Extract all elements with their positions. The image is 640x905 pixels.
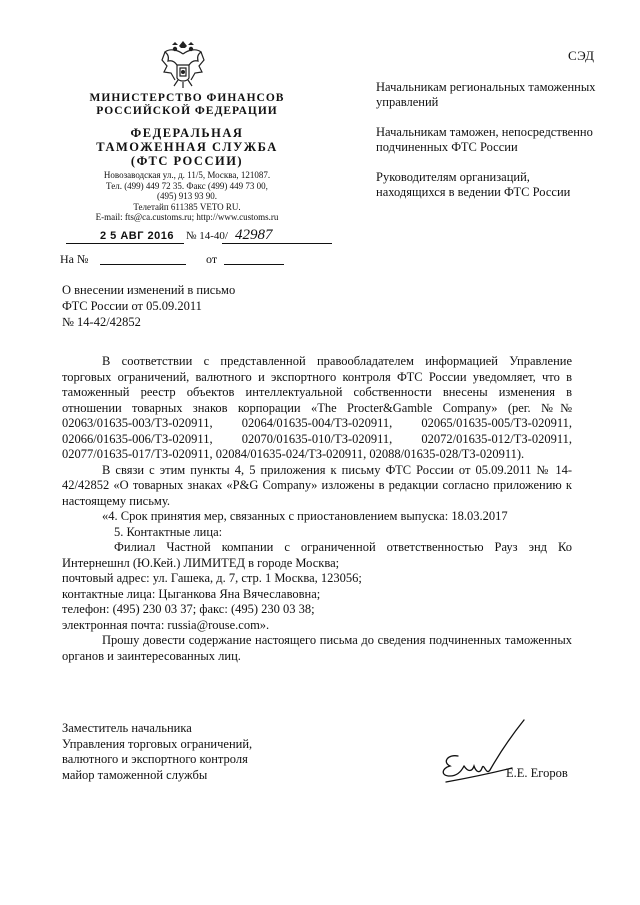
registration-number-label: № 14-40/: [186, 230, 228, 242]
body-paragraph: Прошу довести содержание настоящего письма до сведения подчиненных таможенных органов и заинтересованных лиц.: [62, 633, 572, 663]
signatory-name: Е.Е. Егоров: [506, 766, 568, 780]
body-paragraph: электронная почта: russia@rouse.com».: [62, 617, 270, 632]
body-paragraph: контактные лица: Цыганкова Яна Вячеславовна;: [62, 586, 321, 601]
number-underline: [222, 243, 332, 244]
state-emblem-icon: [160, 40, 206, 90]
reference-date-blank: [224, 264, 284, 265]
date-underline: [66, 243, 184, 244]
handwritten-signature: [428, 716, 538, 802]
registration-line: [60, 227, 310, 246]
reference-number-blank: [100, 264, 186, 265]
registration-date-stamp: 2 5 АВГ 2016: [100, 230, 174, 242]
ministry-name: МИНИСТЕРСТВО ФИНАНСОВ РОССИЙСКОЙ ФЕДЕРАЦИИ: [89, 92, 285, 117]
letter-body: [62, 354, 572, 664]
document-tag: СЭД: [568, 48, 595, 63]
reference-line: [60, 252, 310, 268]
body-paragraph: почтовый адрес: ул. Гашека, д. 7, стр. 1 Москва, 123056;: [62, 571, 362, 585]
addressee: Руководителям организаций, находящихся в ведении ФТС России: [376, 170, 571, 199]
body-paragraph: В соответствии с представленной правообладателем информацией Управление торговых ограничений, валютного и экспортного контроля ФТС России уведомляет, что в таможенный реестр объектов интеллектуальной собственности внесены изменения в отношении товарных знаков корпорации «The Procter&Gamble Company» (рег. №№ 02063/01635-003/ТЗ-020911, 02064/01635-004/ТЗ-020911, 02065/01635-005/ТЗ-020911, 02066/01635-006/ТЗ-020911, 02070/01635-010/ТЗ-020911, 02072/01635-012/ТЗ-020911, 02077/01635-017/ТЗ-020911, 02084/01635-024/ТЗ-020911, 02088/01635-028/ТЗ-020911).: [62, 354, 572, 461]
letter-subject: О внесении изменений в письмо ФТС России от 05.09.2011 № 14-42/42852: [62, 283, 236, 329]
body-paragraph: 5. Контактные лица:: [114, 524, 223, 539]
service-name: ФЕДЕРАЛЬНАЯ ТАМОЖЕННАЯ СЛУЖБА (ФТС РОССИИ): [96, 126, 278, 168]
addressee: Начальникам региональных таможенных управлений: [376, 80, 596, 109]
signatory-title: Заместитель начальника Управления торговых ограничений, валютного и экспортного контроля майор таможенной службы: [62, 721, 253, 782]
body-paragraph: телефон: (495) 230 03 37; факс: (495) 230 03 38;: [62, 602, 315, 616]
addressee: Начальникам таможен, непосредственно подчиненных ФТС России: [376, 125, 593, 154]
body-paragraph: В связи с этим пункты 4, 5 приложения к письму ФТС России от 05.09.2011 № 14-42/42852 «О товарных знаках «P&G Company» изложены в редакции согласно приложению к настоящему письму.: [62, 462, 572, 508]
reference-number-label: На №: [60, 252, 89, 266]
sender-contacts: Новозаводская ул., д. 11/5, Москва, 121087. Тел. (499) 449 72 35. Факс (499) 449 73 00, (495) 913 93 90. Телетайп 611385 VETO RU. E-mail: fts@ca.customs.ru; http://www.customs.ru: [95, 170, 279, 222]
registration-number-handwritten: 42987: [235, 227, 273, 243]
body-paragraph: Филиал Частной компании с ограниченной ответственностью Рауз энд Ко Интернешнл (Ю.Кей.) ЛИМИТЕД в городе Москва;: [62, 540, 572, 570]
addressees-block: [376, 80, 596, 215]
body-paragraph: «4. Срок принятия мер, связанных с приостановлением выпуска: 18.03.2017: [102, 509, 508, 523]
reference-from-label: от: [206, 252, 218, 266]
